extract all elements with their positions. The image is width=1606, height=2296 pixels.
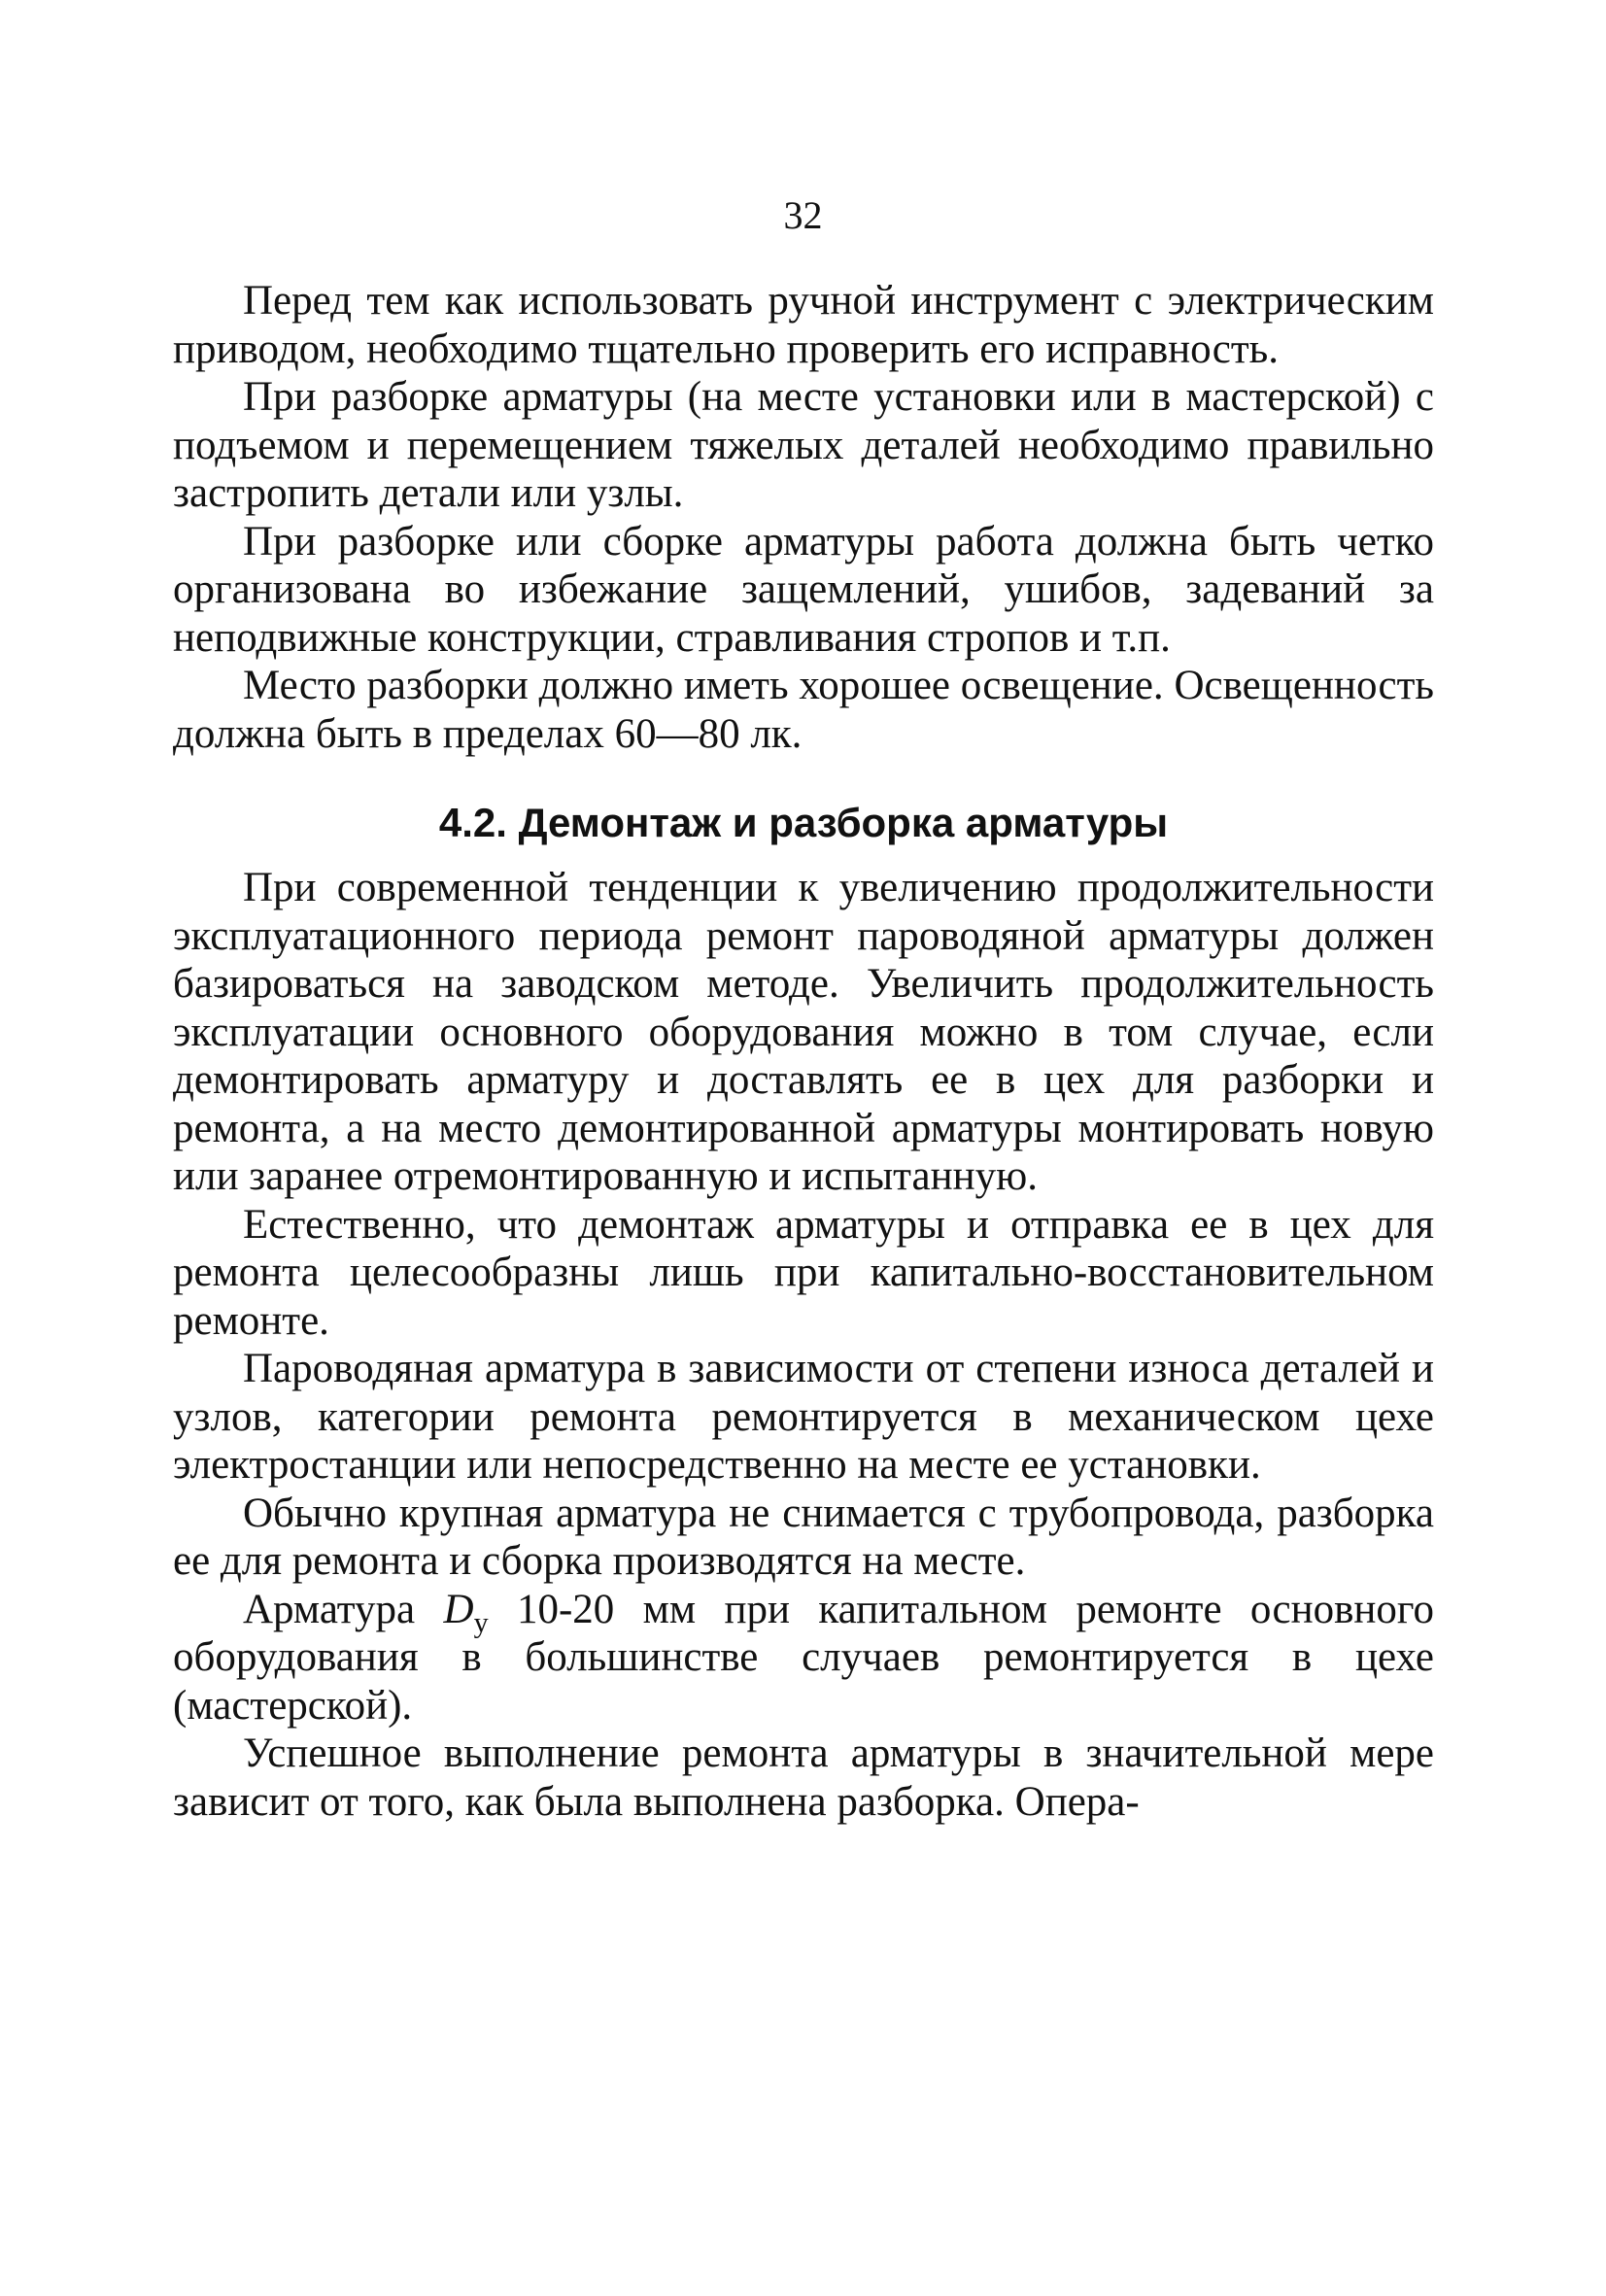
paragraph-work-organization: При разборке или сборке арматуры работа должна быть четко организована во избежание защемлений, ушибов, задеваний за неподвижные конструкции, стравливания стропов и т.п. — [173, 518, 1434, 661]
nominal-diameter-letter: D — [443, 1586, 474, 1632]
paragraph-large-valves: Обычно крупная арматура не снимается с трубопровода, разборка ее для ремонта и сборка производятся на месте. — [173, 1490, 1434, 1584]
page-number: 32 — [783, 193, 823, 237]
nominal-diameter-symbol — [443, 1586, 489, 1639]
paragraph-small-valves-rest: 10-20 мм при капитальном ремонте основного оборудования в большинстве случаев ремонтируется в цехе (мастерской). — [173, 1586, 1434, 1729]
paragraph-power-tool-check: Перед тем как использовать ручной инструмент с электрическим приводом, необходимо тщательно проверить его исправность. — [173, 278, 1434, 372]
paragraph-lighting: Место разборки должно иметь хорошее освещение. Освещенность должна быть в пределах 60—80 лк. — [173, 663, 1434, 757]
paragraph-small-valves — [173, 1586, 1434, 1731]
paragraph-disassembly-quality: Успешное выполнение ремонта арматуры в значительной мере зависит от того, как была выполнена разборка. Опера- — [173, 1731, 1434, 1825]
text-column — [173, 277, 1434, 1826]
paragraph-factory-method: При современной тенденции к увеличению продолжительности эксплуатационного периода ремонт пароводяной арматуры должен базироваться на заводском методе. Увеличить продолжительность эксплуатации основного оборудования можно в том случае, если демонтировать арматуру и доставлять ее в цех для разборки и ремонта, а на место демонтированной арматуры монтировать новую или заранее отремонтированную и испытанную. — [173, 865, 1434, 1199]
nominal-diameter-subscript: у — [473, 1606, 489, 1639]
section-heading: 4.2. Демонтаж и разборка арматуры — [438, 800, 1169, 845]
paragraph-dismantling-expedience: Естественно, что демонтаж арматуры и отправка ее в цех для ремонта целесообразны лишь при капитально-восстановительном ремонте. — [173, 1201, 1434, 1344]
paragraph-slinging-heavy-parts: При разборке арматуры (на месте установки или в мастерской) с подъемом и перемещением тяжелых деталей необходимо правильно застропить детали или узлы. — [173, 374, 1434, 516]
paragraph-small-valves-lead: Арматура — [243, 1586, 444, 1632]
paragraph-repair-location: Пароводяная арматура в зависимости от степени износа деталей и узлов, категории ремонта ремонтируется в механическом цехе электростанции или непосредственно на месте ее установки. — [173, 1346, 1434, 1488]
